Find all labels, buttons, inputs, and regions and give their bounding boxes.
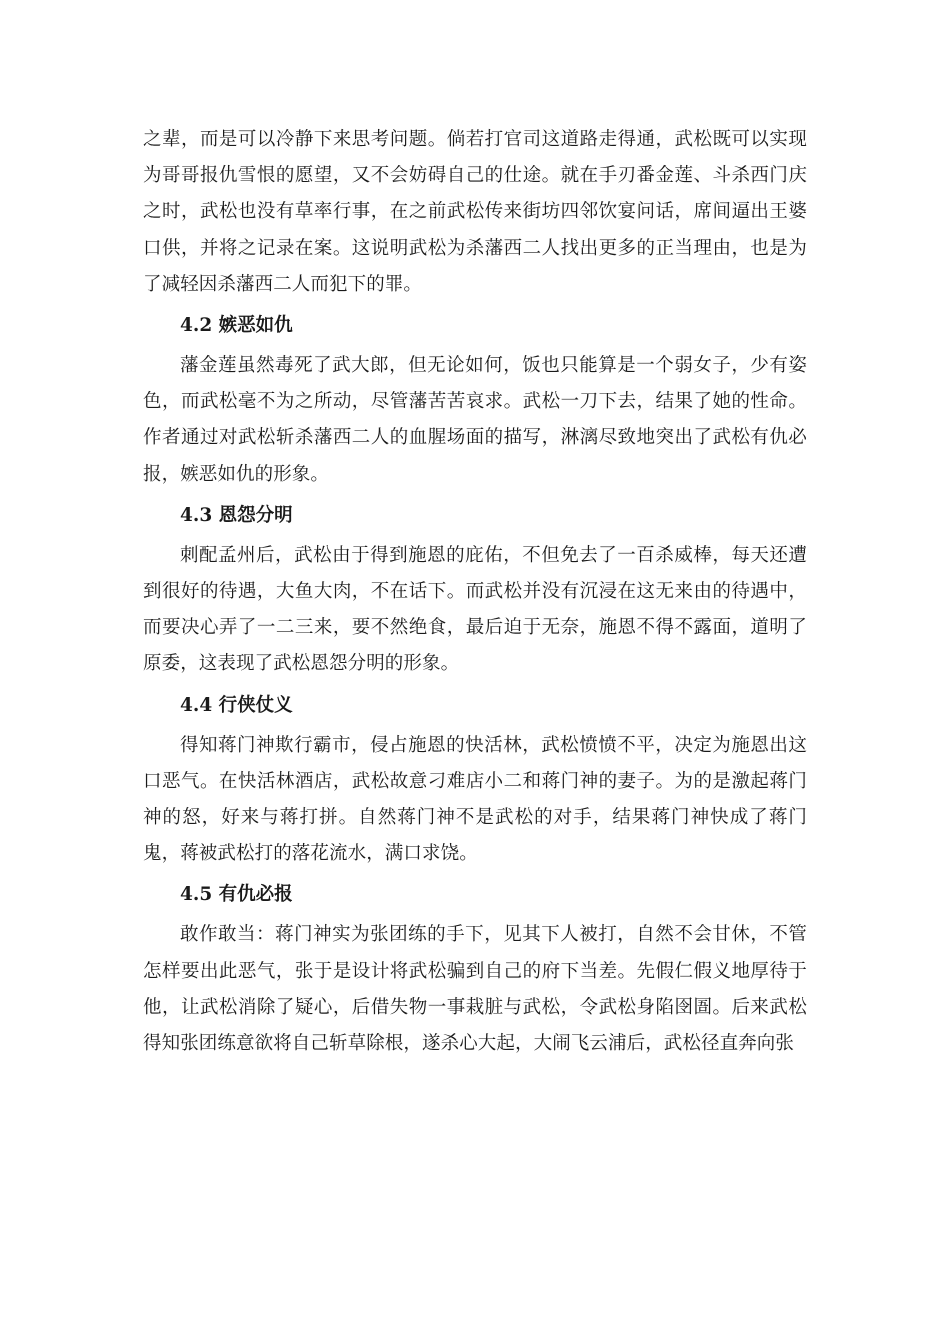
paragraph-4-3: 刺配孟州后，武松由于得到施恩的庇佑，不但免去了一百杀威棒，每天还遭到很好的待遇，大鱼大肉，不在话下。而武松并没有沉浸在这无来由的待遇中，而要决心弄了一二三来，要不然绝食，最后迫于无奈，施恩不得不露面，道明了原委，这表现了武松恩怨分明的形象。 (143, 544, 807, 675)
paragraph-continued: 之辈，而是可以冷静下来思考问题。倘若打官司这道路走得通，武松既可以实现为哥哥报仇雪恨的愿望，又不会妨碍自己的仕途。就在手刃番金莲、斗杀西门庆之时，武松也没有草率行事，在之前武松传来街坊四邻饮宴问话，席间逼出王婆口供，并将之记录在案。这说明武松为杀藩西二人找出更多的正当理由，也是为了减轻因杀藩西二人而犯下的罪。 (143, 129, 807, 295)
section-heading-4-2: 4.2 嫉恶如仇 (180, 315, 293, 337)
paragraph-4-2: 藩金莲虽然毒死了武大郎，但无论如何，饭也只能算是一个弱女子，少有姿色，而武松毫不为之所动，尽管藩苦苦哀求。武松一刀下去，结果了她的性命。作者通过对武松斩杀藩西二人的血腥场面的描写，淋漓尽致地突出了武松有仇必报，嫉恶如仇的形象。 (143, 355, 807, 485)
section-heading-4-5: 4.5 有仇必报 (180, 884, 293, 906)
document-page (143, 122, 807, 1062)
section-heading-4-4: 4.4 行侠仗义 (180, 694, 293, 716)
paragraph-4-4: 得知蒋门神欺行霸市，侵占施恩的快活林，武松愤愤不平，决定为施恩出这口恶气。在快活林酒店，武松故意刁难店小二和蒋门神的妻子。为的是激起蒋门神的怒，好来与蒋打拼。自然蒋门神不是武松的对手，结果蒋门神快成了蒋门鬼，蒋被武松打的落花流水，满口求饶。 (143, 734, 807, 865)
section-heading-4-3: 4.3 恩怨分明 (180, 504, 293, 526)
paragraph-4-5: 敢作敢当：蒋门神实为张团练的手下，见其下人被打，自然不会甘休，不管怎样要出此恶气，张于是设计将武松骗到自己的府下当差。先假仁假义地厚待于他，让武松消除了疑心，后借失物一事栽脏与武松，令武松身陷囹圄。后来武松得知张团练意欲将自己斩草除根，遂杀心大起，大闹飞云浦后，武松径直奔向张 (143, 924, 807, 1055)
